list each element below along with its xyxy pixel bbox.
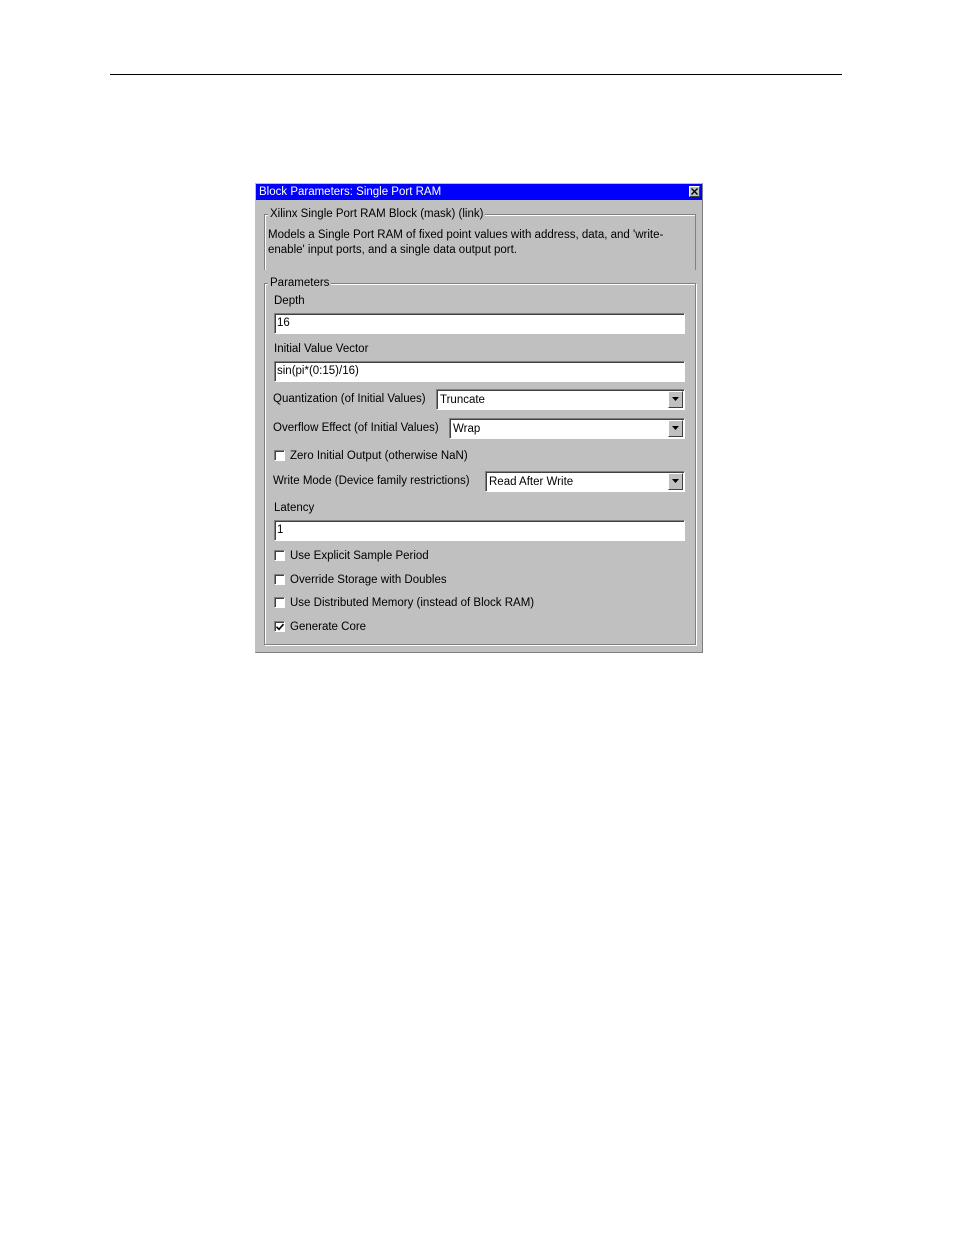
override-storage-checkbox[interactable]: [274, 574, 285, 585]
generate-core-label: Generate Core: [290, 621, 367, 633]
use-explicit-sample-period-checkbox-row[interactable]: [274, 549, 474, 565]
quantization-select[interactable]: [436, 389, 685, 410]
quantization-label: Quantization (of Initial Values): [273, 393, 426, 405]
overflow-effect-value: Wrap: [453, 423, 481, 435]
write-mode-value: Read After Write: [489, 476, 574, 488]
overflow-effect-select[interactable]: [449, 418, 685, 439]
quantization-dropdown-button[interactable]: [668, 391, 683, 408]
dialog-titlebar[interactable]: [256, 184, 702, 200]
chevron-down-icon: [672, 426, 679, 430]
depth-input[interactable]: 16: [274, 313, 685, 334]
chevron-down-icon: [672, 397, 679, 401]
override-storage-checkbox-row[interactable]: [274, 573, 474, 589]
use-explicit-sample-period-checkbox[interactable]: [274, 550, 285, 561]
chevron-down-icon: [672, 479, 679, 483]
depth-label: Depth: [274, 295, 305, 307]
latency-input[interactable]: 1: [274, 520, 685, 541]
initial-value-vector-input[interactable]: sin(pi*(0:15)/16): [274, 361, 685, 382]
description-group: [264, 208, 696, 270]
description-legend: Xilinx Single Port RAM Block (mask) (link): [270, 208, 484, 220]
latency-label: Latency: [274, 502, 315, 514]
overflow-effect-label: Overflow Effect (of Initial Values): [273, 422, 439, 434]
generate-core-checkbox-row[interactable]: [274, 620, 394, 636]
quantization-value: Truncate: [440, 394, 485, 406]
use-distributed-memory-checkbox[interactable]: [274, 597, 285, 608]
use-distributed-memory-label: Use Distributed Memory (instead of Block RAM): [290, 597, 535, 609]
dialog-title: Block Parameters: Single Port RAM: [259, 186, 442, 198]
override-storage-label: Override Storage with Doubles: [290, 574, 447, 586]
overflow-effect-dropdown-button[interactable]: [668, 420, 683, 437]
write-mode-label: Write Mode (Device family restrictions): [273, 475, 470, 487]
write-mode-dropdown-button[interactable]: [668, 473, 683, 490]
page-header-rule: [110, 74, 842, 75]
write-mode-select[interactable]: [485, 471, 685, 492]
zero-initial-output-checkbox[interactable]: [274, 450, 285, 461]
close-button[interactable]: [689, 186, 700, 197]
close-x-icon: [691, 188, 698, 195]
zero-initial-output-checkbox-row[interactable]: [274, 449, 494, 465]
generate-core-checkbox[interactable]: [274, 621, 285, 632]
use-distributed-memory-checkbox-row[interactable]: [274, 596, 564, 612]
checkmark-icon: [276, 623, 284, 631]
initial-value-vector-label: Initial Value Vector: [274, 343, 369, 355]
zero-initial-output-label: Zero Initial Output (otherwise NaN): [290, 450, 468, 462]
use-explicit-sample-period-label: Use Explicit Sample Period: [290, 550, 429, 562]
description-text: Models a Single Port RAM of fixed point values with address, data, and 'write-enable' input ports, and a single data output port.: [268, 229, 664, 256]
parameters-legend: Parameters: [270, 277, 330, 289]
parameters-group: [264, 277, 696, 645]
block-parameters-dialog: [255, 183, 703, 653]
